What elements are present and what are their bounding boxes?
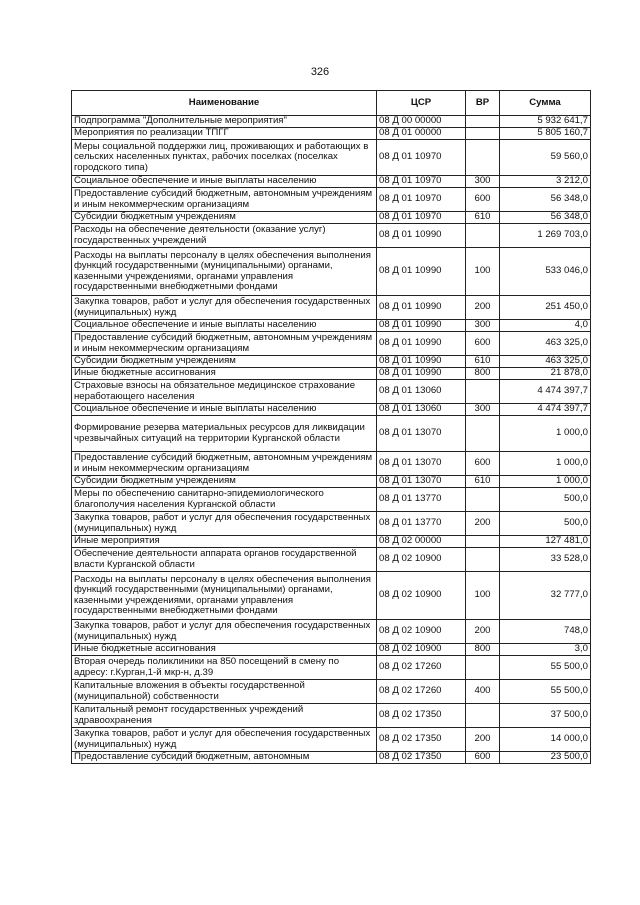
- row-sum-cell: 3,0: [500, 644, 591, 656]
- row-csr-cell: 08 Д 01 13070: [377, 476, 466, 488]
- page-number: 326: [310, 66, 330, 78]
- row-sum-cell: 533 046,0: [500, 248, 591, 296]
- row-name-cell: Социальное обеспечение и иные выплаты населению: [72, 176, 377, 188]
- table-row: [72, 752, 591, 764]
- row-name-cell: Иные бюджетные ассигнования: [72, 368, 377, 380]
- row-csr-cell: 08 Д 01 10970: [377, 212, 466, 224]
- table-row: [72, 224, 591, 248]
- row-sum-cell: 56 348,0: [500, 212, 591, 224]
- table-row: [72, 248, 591, 296]
- row-name-cell: Капитальные вложения в объекты государственной (муниципальной) собственности: [72, 680, 377, 704]
- row-name-cell: Вторая очередь поликлиники на 850 посещений в смену по адресу: г.Курган,1-й мкр-н, д.39: [72, 656, 377, 680]
- row-sum-cell: 33 528,0: [500, 548, 591, 572]
- header-csr: ЦСР: [377, 91, 466, 116]
- row-vr-cell: 100: [466, 248, 500, 296]
- table-row: [72, 728, 591, 752]
- row-vr-cell: 610: [466, 476, 500, 488]
- row-name-cell: Субсидии бюджетным учреждениям: [72, 356, 377, 368]
- row-vr-cell: 610: [466, 212, 500, 224]
- row-vr-cell: 200: [466, 512, 500, 536]
- row-csr-cell: 08 Д 02 00000: [377, 536, 466, 548]
- row-csr-cell: 08 Д 02 17260: [377, 680, 466, 704]
- row-name-cell: Иные мероприятия: [72, 536, 377, 548]
- table-row: [72, 332, 591, 356]
- row-sum-cell: 23 500,0: [500, 752, 591, 764]
- table-row: [72, 140, 591, 176]
- table-row: [72, 320, 591, 332]
- row-vr-cell: 300: [466, 404, 500, 416]
- row-name-cell: Предоставление субсидий бюджетным, автономным учреждениям и иным некоммерческим организациям: [72, 188, 377, 212]
- row-vr-cell: [466, 140, 500, 176]
- row-sum-cell: 4,0: [500, 320, 591, 332]
- row-sum-cell: 1 269 703,0: [500, 224, 591, 248]
- row-vr-cell: 200: [466, 728, 500, 752]
- table-row: [72, 512, 591, 536]
- row-vr-cell: 300: [466, 320, 500, 332]
- table-row: [72, 128, 591, 140]
- row-csr-cell: 08 Д 01 10990: [377, 224, 466, 248]
- row-csr-cell: 08 Д 01 10990: [377, 248, 466, 296]
- row-name-cell: Обеспечение деятельности аппарата органов государственной власти Курганской области: [72, 548, 377, 572]
- row-name-cell: Субсидии бюджетным учреждениям: [72, 212, 377, 224]
- table-row: [72, 488, 591, 512]
- row-csr-cell: 08 Д 00 00000: [377, 116, 466, 128]
- table-row: [72, 212, 591, 224]
- row-name-cell: Подпрограмма "Дополнительные мероприятия": [72, 116, 377, 128]
- row-vr-cell: [466, 380, 500, 404]
- table-row: [72, 176, 591, 188]
- row-csr-cell: 08 Д 01 10990: [377, 320, 466, 332]
- row-csr-cell: 08 Д 02 17260: [377, 656, 466, 680]
- row-name-cell: Иные бюджетные ассигнования: [72, 644, 377, 656]
- row-name-cell: Расходы на выплаты персоналу в целях обеспечения выполнения функций государственными (муниципальными) органами, казенными учреждениями, органами управления государственными внебюджетными фондами: [72, 248, 377, 296]
- table-row: [72, 452, 591, 476]
- row-sum-cell: 1 000,0: [500, 476, 591, 488]
- row-vr-cell: [466, 704, 500, 728]
- table-row: [72, 536, 591, 548]
- table-row: [72, 368, 591, 380]
- table-row: [72, 620, 591, 644]
- row-name-cell: Меры по обеспечению санитарно-эпидемиологического благополучия населения Курганской области: [72, 488, 377, 512]
- row-csr-cell: 08 Д 02 10900: [377, 644, 466, 656]
- budget-table: [71, 90, 591, 764]
- header-vr: ВР: [466, 91, 500, 116]
- row-name-cell: Мероприятия по реализации ТПГГ: [72, 128, 377, 140]
- row-csr-cell: 08 Д 01 10970: [377, 176, 466, 188]
- row-csr-cell: 08 Д 02 17350: [377, 728, 466, 752]
- row-csr-cell: 08 Д 01 00000: [377, 128, 466, 140]
- row-csr-cell: 08 Д 02 10900: [377, 572, 466, 620]
- row-vr-cell: 100: [466, 572, 500, 620]
- row-csr-cell: 08 Д 01 13070: [377, 416, 466, 452]
- row-vr-cell: [466, 224, 500, 248]
- row-vr-cell: 600: [466, 332, 500, 356]
- row-csr-cell: 08 Д 01 10990: [377, 356, 466, 368]
- row-sum-cell: 1 000,0: [500, 416, 591, 452]
- table-row: [72, 296, 591, 320]
- row-sum-cell: 4 474 397,7: [500, 404, 591, 416]
- row-vr-cell: [466, 116, 500, 128]
- row-vr-cell: [466, 548, 500, 572]
- header-name: Наименование: [72, 91, 377, 116]
- row-name-cell: Предоставление субсидий бюджетным, автономным: [72, 752, 377, 764]
- table-row: [72, 644, 591, 656]
- row-csr-cell: 08 Д 01 13060: [377, 380, 466, 404]
- row-csr-cell: 08 Д 02 17350: [377, 704, 466, 728]
- row-name-cell: Расходы на выплаты персоналу в целях обеспечения выполнения функций государственными (муниципальными) органами, казенными учреждениями, органами управления государственными внебюджетными фондами: [72, 572, 377, 620]
- row-vr-cell: 300: [466, 176, 500, 188]
- row-sum-cell: 55 500,0: [500, 680, 591, 704]
- row-vr-cell: [466, 416, 500, 452]
- row-csr-cell: 08 Д 01 10970: [377, 140, 466, 176]
- row-sum-cell: 5 932 641,7: [500, 116, 591, 128]
- row-sum-cell: 55 500,0: [500, 656, 591, 680]
- row-name-cell: Формирование резерва материальных ресурсов для ликвидации чрезвычайных ситуаций на территории Курганской области: [72, 416, 377, 452]
- row-vr-cell: 600: [466, 452, 500, 476]
- row-sum-cell: 4 474 397,7: [500, 380, 591, 404]
- row-name-cell: Закупка товаров, работ и услуг для обеспечения государственных (муниципальных) нужд: [72, 512, 377, 536]
- row-vr-cell: [466, 656, 500, 680]
- row-sum-cell: 56 348,0: [500, 188, 591, 212]
- row-sum-cell: 21 878,0: [500, 368, 591, 380]
- row-vr-cell: 200: [466, 296, 500, 320]
- row-vr-cell: [466, 536, 500, 548]
- row-sum-cell: 37 500,0: [500, 704, 591, 728]
- row-name-cell: Закупка товаров, работ и услуг для обеспечения государственных (муниципальных) нужд: [72, 296, 377, 320]
- row-csr-cell: 08 Д 01 13070: [377, 452, 466, 476]
- table-row: [72, 572, 591, 620]
- row-vr-cell: 600: [466, 752, 500, 764]
- row-name-cell: Закупка товаров, работ и услуг для обеспечения государственных (муниципальных) нужд: [72, 728, 377, 752]
- row-csr-cell: 08 Д 01 13770: [377, 488, 466, 512]
- row-csr-cell: 08 Д 02 17350: [377, 752, 466, 764]
- row-vr-cell: 600: [466, 188, 500, 212]
- row-sum-cell: 127 481,0: [500, 536, 591, 548]
- row-csr-cell: 08 Д 01 10970: [377, 188, 466, 212]
- row-name-cell: Предоставление субсидий бюджетным, автономным учреждениям и иным некоммерческим организациям: [72, 332, 377, 356]
- row-csr-cell: 08 Д 01 10990: [377, 332, 466, 356]
- table-row: [72, 116, 591, 128]
- row-sum-cell: 32 777,0: [500, 572, 591, 620]
- row-sum-cell: 3 212,0: [500, 176, 591, 188]
- row-vr-cell: [466, 128, 500, 140]
- row-name-cell: Страховые взносы на обязательное медицинское страхование неработающего населения: [72, 380, 377, 404]
- row-sum-cell: 59 560,0: [500, 140, 591, 176]
- row-vr-cell: 200: [466, 620, 500, 644]
- row-name-cell: Социальное обеспечение и иные выплаты населению: [72, 404, 377, 416]
- row-name-cell: Закупка товаров, работ и услуг для обеспечения государственных (муниципальных) нужд: [72, 620, 377, 644]
- row-vr-cell: 800: [466, 644, 500, 656]
- table-row: [72, 188, 591, 212]
- row-name-cell: Социальное обеспечение и иные выплаты населению: [72, 320, 377, 332]
- row-vr-cell: [466, 488, 500, 512]
- row-sum-cell: 500,0: [500, 512, 591, 536]
- row-csr-cell: 08 Д 01 13770: [377, 512, 466, 536]
- row-csr-cell: 08 Д 01 13060: [377, 404, 466, 416]
- row-sum-cell: 463 325,0: [500, 356, 591, 368]
- table-row: [72, 356, 591, 368]
- row-csr-cell: 08 Д 01 10990: [377, 368, 466, 380]
- row-vr-cell: 800: [466, 368, 500, 380]
- row-sum-cell: 1 000,0: [500, 452, 591, 476]
- row-name-cell: Субсидии бюджетным учреждениям: [72, 476, 377, 488]
- row-vr-cell: 610: [466, 356, 500, 368]
- row-sum-cell: 463 325,0: [500, 332, 591, 356]
- table-header-row: [72, 91, 591, 116]
- row-name-cell: Капитальный ремонт государственных учреждений здравоохранения: [72, 704, 377, 728]
- table-row: [72, 656, 591, 680]
- table-row: [72, 476, 591, 488]
- table-row: [72, 680, 591, 704]
- row-csr-cell: 08 Д 02 10900: [377, 620, 466, 644]
- table-body: [72, 116, 591, 764]
- row-csr-cell: 08 Д 01 10990: [377, 296, 466, 320]
- row-sum-cell: 5 805 160,7: [500, 128, 591, 140]
- row-sum-cell: 748,0: [500, 620, 591, 644]
- table-row: [72, 548, 591, 572]
- table-row: [72, 404, 591, 416]
- row-sum-cell: 251 450,0: [500, 296, 591, 320]
- row-vr-cell: 400: [466, 680, 500, 704]
- row-name-cell: Предоставление субсидий бюджетным, автономным учреждениям и иным некоммерческим организациям: [72, 452, 377, 476]
- row-sum-cell: 500,0: [500, 488, 591, 512]
- table-row: [72, 416, 591, 452]
- row-sum-cell: 14 000,0: [500, 728, 591, 752]
- row-csr-cell: 08 Д 02 10900: [377, 548, 466, 572]
- table-row: [72, 704, 591, 728]
- row-name-cell: Расходы на обеспечение деятельности (оказание услуг) государственных учреждений: [72, 224, 377, 248]
- header-sum: Сумма: [500, 91, 591, 116]
- table-row: [72, 380, 591, 404]
- row-name-cell: Меры социальной поддержки лиц, проживающих и работающих в сельских населенных пунктах, рабочих поселках (поселках городского типа): [72, 140, 377, 176]
